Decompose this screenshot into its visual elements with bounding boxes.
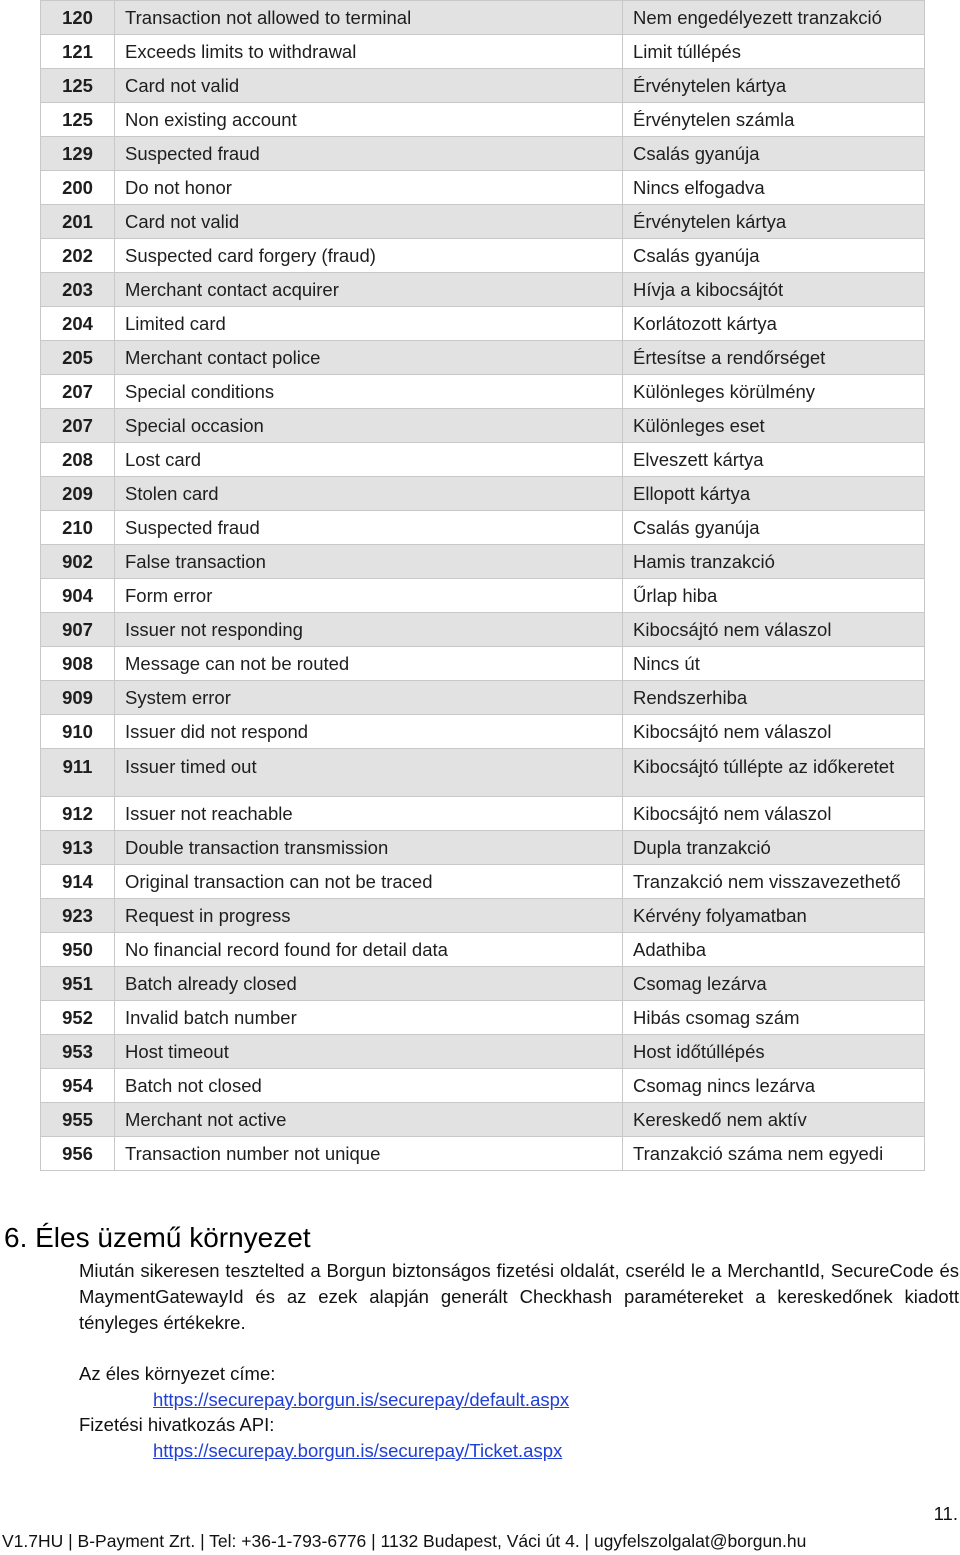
english-message-cell: No financial record found for detail data — [115, 933, 623, 967]
table-row — [41, 35, 925, 69]
hungarian-message-cell: Csalás gyanúja — [623, 137, 925, 171]
code-cell: 956 — [41, 1137, 115, 1171]
english-message-cell: Limited card — [115, 307, 623, 341]
code-cell: 207 — [41, 409, 115, 443]
table-row — [41, 375, 925, 409]
english-message-cell: Issuer not reachable — [115, 797, 623, 831]
english-message-cell: Non existing account — [115, 103, 623, 137]
hungarian-message-cell: Tranzakció száma nem egyedi — [623, 1137, 925, 1171]
table-row — [41, 171, 925, 205]
code-cell: 912 — [41, 797, 115, 831]
hungarian-message-cell: Nincs út — [623, 647, 925, 681]
table-row — [41, 681, 925, 715]
hungarian-message-cell: Csalás gyanúja — [623, 511, 925, 545]
english-message-cell: Card not valid — [115, 205, 623, 239]
hungarian-message-cell: Kibocsájtó túllépte az időkeretet — [623, 749, 925, 797]
code-cell: 120 — [41, 1, 115, 35]
hungarian-message-cell: Host időtúllépés — [623, 1035, 925, 1069]
code-cell: 951 — [41, 967, 115, 1001]
table-row — [41, 307, 925, 341]
code-cell: 125 — [41, 103, 115, 137]
english-message-cell: Merchant not active — [115, 1103, 623, 1137]
english-message-cell: Suspected fraud — [115, 137, 623, 171]
code-cell: 200 — [41, 171, 115, 205]
english-message-cell: Message can not be routed — [115, 647, 623, 681]
table-row — [41, 933, 925, 967]
english-message-cell: Merchant contact police — [115, 341, 623, 375]
english-message-cell: Double transaction transmission — [115, 831, 623, 865]
table-row — [41, 1069, 925, 1103]
code-cell: 125 — [41, 69, 115, 103]
english-message-cell: System error — [115, 681, 623, 715]
code-cell: 121 — [41, 35, 115, 69]
code-cell: 202 — [41, 239, 115, 273]
table-row — [41, 715, 925, 749]
hungarian-message-cell: Nincs elfogadva — [623, 171, 925, 205]
hungarian-message-cell: Csomag lezárva — [623, 967, 925, 1001]
english-message-cell: Transaction number not unique — [115, 1137, 623, 1171]
table-row — [41, 1001, 925, 1035]
hungarian-message-cell: Érvénytelen számla — [623, 103, 925, 137]
code-cell: 907 — [41, 613, 115, 647]
english-message-cell: Issuer not responding — [115, 613, 623, 647]
section-paragraph: Miután sikeresen tesztelted a Borgun biztonságos fizetési oldalát, cseréld le a MerchantId, SecureCode és MaymentGatewayId és az ezek alapján generált Checkhash paramétereket a kereskedőnek kiadott tényleges értékekre. — [79, 1260, 959, 1333]
english-message-cell: Request in progress — [115, 899, 623, 933]
code-cell: 955 — [41, 1103, 115, 1137]
code-cell: 913 — [41, 831, 115, 865]
table-row — [41, 1103, 925, 1137]
production-env-link[interactable]: https://securepay.borgun.is/securepay/default.aspx — [153, 1389, 570, 1410]
english-message-cell: Merchant contact acquirer — [115, 273, 623, 307]
english-message-cell: Host timeout — [115, 1035, 623, 1069]
code-cell: 129 — [41, 137, 115, 171]
hungarian-message-cell: Kereskedő nem aktív — [623, 1103, 925, 1137]
hungarian-message-cell: Kérvény folyamatban — [623, 899, 925, 933]
table-row — [41, 443, 925, 477]
code-cell: 209 — [41, 477, 115, 511]
table-row — [41, 579, 925, 613]
english-message-cell: Suspected fraud — [115, 511, 623, 545]
table-row — [41, 1035, 925, 1069]
english-message-cell: Original transaction can not be traced — [115, 865, 623, 899]
table-row — [41, 647, 925, 681]
table-row — [41, 831, 925, 865]
code-cell: 914 — [41, 865, 115, 899]
hungarian-message-cell: Hívja a kibocsájtót — [623, 273, 925, 307]
english-message-cell: Issuer timed out — [115, 749, 623, 797]
payment-api-label: Fizetési hivatkozás API: — [79, 1414, 275, 1435]
hungarian-message-cell: Kibocsájtó nem válaszol — [623, 797, 925, 831]
table-row — [41, 899, 925, 933]
english-message-cell: Lost card — [115, 443, 623, 477]
payment-api-link[interactable]: https://securepay.borgun.is/securepay/Ticket.aspx — [153, 1440, 563, 1461]
hungarian-message-cell: Nem engedélyezett tranzakció — [623, 1, 925, 35]
table-row — [41, 205, 925, 239]
english-message-cell: Invalid batch number — [115, 1001, 623, 1035]
table-row — [41, 613, 925, 647]
hungarian-message-cell: Különleges eset — [623, 409, 925, 443]
english-message-cell: Stolen card — [115, 477, 623, 511]
table-row — [41, 137, 925, 171]
table-row — [41, 69, 925, 103]
table-row — [41, 239, 925, 273]
english-message-cell: False transaction — [115, 545, 623, 579]
response-codes-table — [40, 0, 925, 1171]
code-cell: 923 — [41, 899, 115, 933]
table-row — [41, 409, 925, 443]
hungarian-message-cell: Űrlap hiba — [623, 579, 925, 613]
table-row — [41, 797, 925, 831]
hungarian-message-cell: Korlátozott kártya — [623, 307, 925, 341]
code-cell: 950 — [41, 933, 115, 967]
hungarian-message-cell: Elveszett kártya — [623, 443, 925, 477]
hungarian-message-cell: Tranzakció nem visszavezethető — [623, 865, 925, 899]
english-message-cell: Form error — [115, 579, 623, 613]
code-cell: 205 — [41, 341, 115, 375]
english-message-cell: Do not honor — [115, 171, 623, 205]
english-message-cell: Special conditions — [115, 375, 623, 409]
code-cell: 908 — [41, 647, 115, 681]
code-cell: 201 — [41, 205, 115, 239]
code-cell: 911 — [41, 749, 115, 797]
hungarian-message-cell: Értesítse a rendőrséget — [623, 341, 925, 375]
english-message-cell: Batch not closed — [115, 1069, 623, 1103]
table-row — [41, 1, 925, 35]
hungarian-message-cell: Limit túllépés — [623, 35, 925, 69]
code-cell: 208 — [41, 443, 115, 477]
hungarian-message-cell: Csomag nincs lezárva — [623, 1069, 925, 1103]
hungarian-message-cell: Ellopott kártya — [623, 477, 925, 511]
hungarian-message-cell: Adathiba — [623, 933, 925, 967]
code-cell: 954 — [41, 1069, 115, 1103]
hungarian-message-cell: Csalás gyanúja — [623, 239, 925, 273]
code-cell: 203 — [41, 273, 115, 307]
hungarian-message-cell: Kibocsájtó nem válaszol — [623, 613, 925, 647]
english-message-cell: Special occasion — [115, 409, 623, 443]
table-row — [41, 1137, 925, 1171]
english-message-cell: Card not valid — [115, 69, 623, 103]
hungarian-message-cell: Érvénytelen kártya — [623, 69, 925, 103]
code-cell: 210 — [41, 511, 115, 545]
code-cell: 909 — [41, 681, 115, 715]
page-number: 11. — [933, 1503, 958, 1524]
hungarian-message-cell: Érvénytelen kártya — [623, 205, 925, 239]
english-message-cell: Batch already closed — [115, 967, 623, 1001]
table-row — [41, 865, 925, 899]
table-row — [41, 967, 925, 1001]
hungarian-message-cell: Rendszerhiba — [623, 681, 925, 715]
page-footer: V1.7HU | B-Payment Zrt. | Tel: +36-1-793-6776 | 1132 Budapest, Váci út 4. | ugyfelszolgalat@borgun.hu — [2, 1531, 807, 1551]
hungarian-message-cell: Kibocsájtó nem válaszol — [623, 715, 925, 749]
section-heading: 6. Éles üzemű környezet — [4, 1222, 311, 1253]
production-env-label: Az éles környezet címe: — [79, 1363, 276, 1384]
english-message-cell: Issuer did not respond — [115, 715, 623, 749]
english-message-cell: Transaction not allowed to terminal — [115, 1, 623, 35]
code-cell: 204 — [41, 307, 115, 341]
table-row — [41, 273, 925, 307]
hungarian-message-cell: Hamis tranzakció — [623, 545, 925, 579]
hungarian-message-cell: Különleges körülmény — [623, 375, 925, 409]
table-row — [41, 511, 925, 545]
code-cell: 902 — [41, 545, 115, 579]
table-row — [41, 341, 925, 375]
table-row — [41, 545, 925, 579]
table-row — [41, 103, 925, 137]
hungarian-message-cell: Dupla tranzakció — [623, 831, 925, 865]
code-cell: 910 — [41, 715, 115, 749]
english-message-cell: Suspected card forgery (fraud) — [115, 239, 623, 273]
code-cell: 952 — [41, 1001, 115, 1035]
table-row — [41, 477, 925, 511]
hungarian-message-cell: Hibás csomag szám — [623, 1001, 925, 1035]
table-row — [41, 749, 925, 797]
code-cell: 904 — [41, 579, 115, 613]
code-cell: 953 — [41, 1035, 115, 1069]
english-message-cell: Exceeds limits to withdrawal — [115, 35, 623, 69]
response-codes-body — [41, 1, 925, 1171]
code-cell: 207 — [41, 375, 115, 409]
